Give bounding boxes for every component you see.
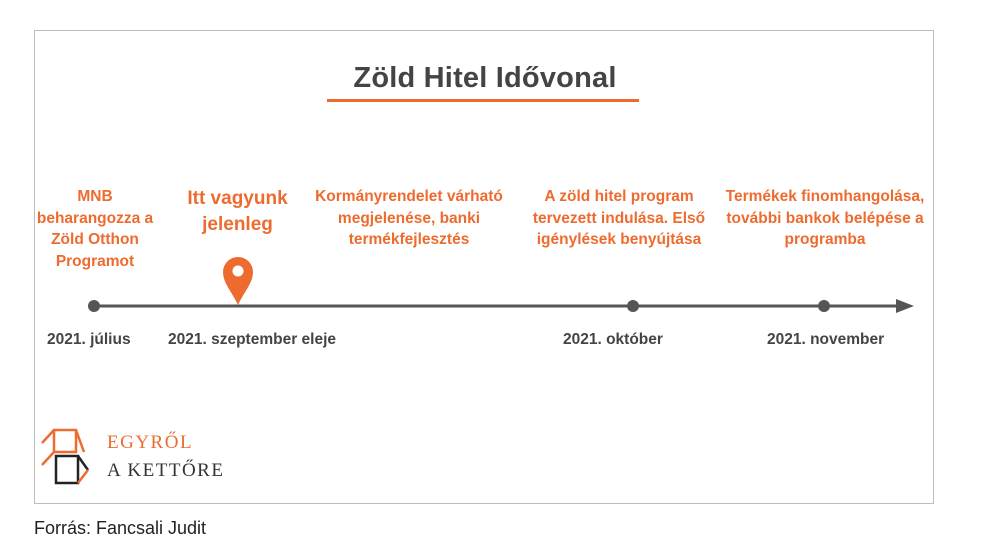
location-pin-icon [223,257,253,305]
timeline-dot-october [627,300,639,312]
timeline-dot-november [818,300,830,312]
logo-text-line1: EGYRŐL [107,432,194,453]
event-label-3: Kormányrendelet várható megjelenése, banki termékfejlesztés [315,188,503,248]
event-label-current: Itt vagyunk jelenleg [187,188,288,235]
date-november: 2021. november [767,331,885,348]
timeline-dot-july [88,300,100,312]
timeline-arrowhead [896,299,914,313]
date-october: 2021. október [563,331,663,348]
date-july: 2021. július [47,331,131,348]
event-label-1: MNB beharangozza a Zöld Otthon Programot [36,188,154,270]
logo-text-line2: A KETTŐRE [107,460,225,481]
event-label-5: Termékek finomhangolása, további bankok belépése a programba [725,188,925,248]
date-september: 2021. szeptember eleje [168,331,337,348]
page-title: Zöld Hitel Idővonal [353,62,617,94]
event-label-4: A zöld hitel program tervezett indulása. Első igénylések benyújtása [532,188,706,248]
source-caption: Forrás: Fancsali Judit [34,518,207,538]
logo-icon [40,425,100,490]
